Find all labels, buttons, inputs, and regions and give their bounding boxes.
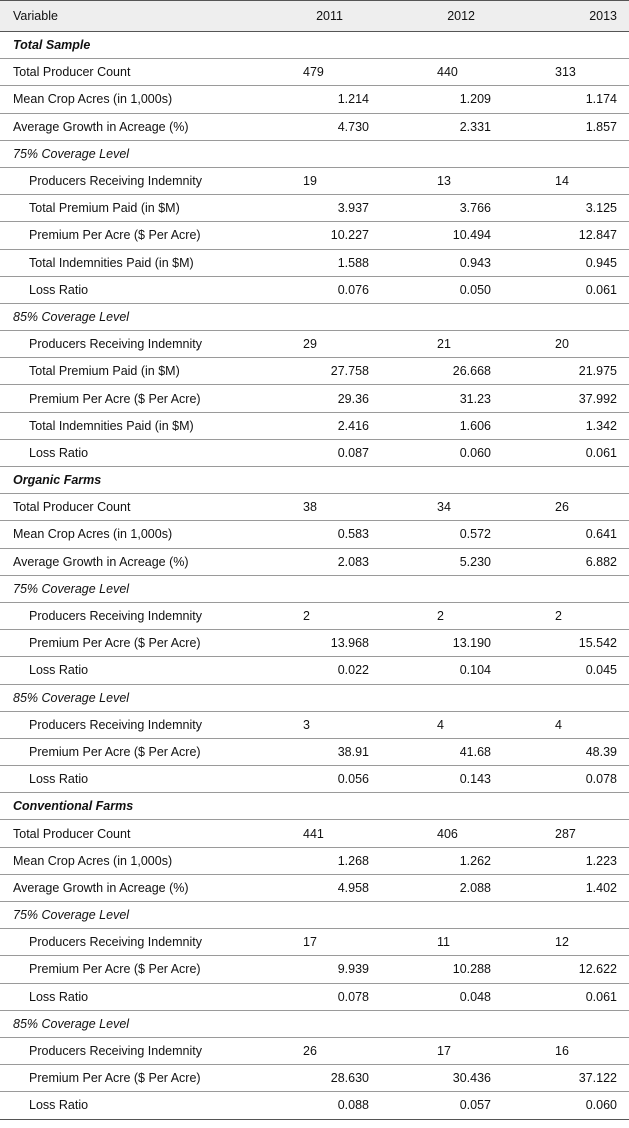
row-label: Premium Per Acre ($ Per Acre): [0, 738, 272, 765]
empty-cell: [381, 467, 503, 494]
table-cell-value: 1.174: [503, 86, 629, 113]
table-row: [0, 1092, 629, 1119]
table-cell-value: 13.968: [272, 630, 381, 657]
table-cell-value: 26.668: [381, 358, 503, 385]
row-label: Total Producer Count: [0, 820, 272, 847]
empty-cell: [503, 467, 629, 494]
header-variable: Variable: [0, 1, 272, 32]
row-label: Loss Ratio: [0, 766, 272, 793]
table-cell-value: 16: [503, 1037, 629, 1064]
table-cell-value: 6.882: [503, 548, 629, 575]
table-cell-value: 441: [272, 820, 381, 847]
table-row: [0, 1037, 629, 1064]
table-cell-value: 0.057: [381, 1092, 503, 1119]
empty-cell: [503, 902, 629, 929]
table-cell-value: 0.088: [272, 1092, 381, 1119]
row-label: Average Growth in Acreage (%): [0, 113, 272, 140]
empty-cell: [272, 575, 381, 602]
row-label: Premium Per Acre ($ Per Acre): [0, 956, 272, 983]
table-row: [0, 956, 629, 983]
row-label: Producers Receiving Indemnity: [0, 1037, 272, 1064]
header-year: 2011: [272, 1, 381, 32]
table-cell-value: 21: [381, 331, 503, 358]
table-row: [0, 847, 629, 874]
row-label: Average Growth in Acreage (%): [0, 548, 272, 575]
table-cell-value: 29: [272, 331, 381, 358]
table-cell-value: 0.076: [272, 276, 381, 303]
table-row: [0, 249, 629, 276]
table-row: [0, 630, 629, 657]
subsection-heading-row: [0, 140, 629, 167]
row-label: Total Producer Count: [0, 494, 272, 521]
section-title: Total Sample: [0, 32, 272, 59]
table-row: [0, 222, 629, 249]
row-label: Loss Ratio: [0, 439, 272, 466]
row-label: Premium Per Acre ($ Per Acre): [0, 1065, 272, 1092]
empty-cell: [272, 902, 381, 929]
table-cell-value: 12.622: [503, 956, 629, 983]
row-label: Producers Receiving Indemnity: [0, 331, 272, 358]
table-cell-value: 0.572: [381, 521, 503, 548]
table-row: [0, 276, 629, 303]
table-cell-value: 2.083: [272, 548, 381, 575]
table-cell-value: 287: [503, 820, 629, 847]
table-cell-value: 1.209: [381, 86, 503, 113]
table-cell-value: 13: [381, 167, 503, 194]
table-row: [0, 820, 629, 847]
table-cell-value: 21.975: [503, 358, 629, 385]
table-cell-value: 4.958: [272, 874, 381, 901]
table-cell-value: 313: [503, 59, 629, 86]
empty-cell: [381, 575, 503, 602]
empty-cell: [272, 32, 381, 59]
subsection-heading-row: [0, 1010, 629, 1037]
table-row: [0, 548, 629, 575]
table-cell-value: 9.939: [272, 956, 381, 983]
section-heading-row: [0, 793, 629, 820]
table-cell-value: 2: [381, 602, 503, 629]
empty-cell: [381, 793, 503, 820]
table-cell-value: 26: [272, 1037, 381, 1064]
subsection-title: 85% Coverage Level: [0, 684, 272, 711]
table-cell-value: 48.39: [503, 738, 629, 765]
empty-cell: [272, 140, 381, 167]
row-label: Loss Ratio: [0, 276, 272, 303]
table-cell-value: 41.68: [381, 738, 503, 765]
table-row: [0, 602, 629, 629]
row-label: Premium Per Acre ($ Per Acre): [0, 222, 272, 249]
table-cell-value: 3.766: [381, 195, 503, 222]
table-cell-value: 10.227: [272, 222, 381, 249]
table-row: [0, 59, 629, 86]
table-cell-value: 38.91: [272, 738, 381, 765]
empty-cell: [381, 32, 503, 59]
table-cell-value: 0.060: [381, 439, 503, 466]
table-cell-value: 28.630: [272, 1065, 381, 1092]
table-cell-value: 38: [272, 494, 381, 521]
table-row: [0, 657, 629, 684]
table-cell-value: 1.223: [503, 847, 629, 874]
subsection-heading-row: [0, 902, 629, 929]
table-cell-value: 4: [503, 711, 629, 738]
table-cell-value: 2.416: [272, 412, 381, 439]
table-cell-value: 2: [503, 602, 629, 629]
table-cell-value: 20: [503, 331, 629, 358]
table-cell-value: 406: [381, 820, 503, 847]
section-heading-row: [0, 32, 629, 59]
table-cell-value: 14: [503, 167, 629, 194]
table-cell-value: 13.190: [381, 630, 503, 657]
row-label: Total Indemnities Paid (in $M): [0, 412, 272, 439]
table-row: [0, 439, 629, 466]
row-label: Premium Per Acre ($ Per Acre): [0, 630, 272, 657]
table-cell-value: 31.23: [381, 385, 503, 412]
table-cell-value: 0.078: [503, 766, 629, 793]
table-row: [0, 983, 629, 1010]
table-row: [0, 358, 629, 385]
table-row: [0, 711, 629, 738]
table-cell-value: 0.583: [272, 521, 381, 548]
table-cell-value: 1.342: [503, 412, 629, 439]
header-year: 2013: [503, 1, 629, 32]
table-cell-value: 440: [381, 59, 503, 86]
table-cell-value: 37.122: [503, 1065, 629, 1092]
section-title: Organic Farms: [0, 467, 272, 494]
subsection-title: 75% Coverage Level: [0, 575, 272, 602]
table-row: [0, 113, 629, 140]
subsection-title: 75% Coverage Level: [0, 902, 272, 929]
table-cell-value: 34: [381, 494, 503, 521]
table-cell-value: 1.402: [503, 874, 629, 901]
table-cell-value: 37.992: [503, 385, 629, 412]
table-cell-value: 26: [503, 494, 629, 521]
empty-cell: [381, 902, 503, 929]
subsection-heading-row: [0, 303, 629, 330]
row-label: Total Producer Count: [0, 59, 272, 86]
table-row: [0, 385, 629, 412]
table-header-row: [0, 1, 629, 32]
section-heading-row: [0, 467, 629, 494]
table-row: [0, 331, 629, 358]
table-cell-value: 0.143: [381, 766, 503, 793]
empty-cell: [503, 140, 629, 167]
subsection-title: 75% Coverage Level: [0, 140, 272, 167]
table-cell-value: 0.056: [272, 766, 381, 793]
row-label: Producers Receiving Indemnity: [0, 602, 272, 629]
empty-cell: [503, 793, 629, 820]
header-year: 2012: [381, 1, 503, 32]
empty-cell: [503, 303, 629, 330]
table-row: [0, 494, 629, 521]
table-cell-value: 0.945: [503, 249, 629, 276]
empty-cell: [503, 684, 629, 711]
row-label: Mean Crop Acres (in 1,000s): [0, 847, 272, 874]
subsection-title: 85% Coverage Level: [0, 1010, 272, 1037]
table-cell-value: 4: [381, 711, 503, 738]
empty-cell: [272, 1010, 381, 1037]
row-label: Total Premium Paid (in $M): [0, 195, 272, 222]
row-label: Loss Ratio: [0, 983, 272, 1010]
table-row: [0, 521, 629, 548]
empty-cell: [272, 793, 381, 820]
row-label: Producers Receiving Indemnity: [0, 929, 272, 956]
section-title: Conventional Farms: [0, 793, 272, 820]
table-cell-value: 3.125: [503, 195, 629, 222]
table-cell-value: 3: [272, 711, 381, 738]
table-cell-value: 0.048: [381, 983, 503, 1010]
row-label: Premium Per Acre ($ Per Acre): [0, 385, 272, 412]
row-label: Producers Receiving Indemnity: [0, 711, 272, 738]
table-cell-value: 11: [381, 929, 503, 956]
table-cell-value: 0.060: [503, 1092, 629, 1119]
table-cell-value: 1.214: [272, 86, 381, 113]
table-cell-value: 0.061: [503, 983, 629, 1010]
empty-cell: [381, 684, 503, 711]
table-cell-value: 0.061: [503, 276, 629, 303]
subsection-heading-row: [0, 575, 629, 602]
table-cell-value: 0.104: [381, 657, 503, 684]
table-cell-value: 0.078: [272, 983, 381, 1010]
table-row: [0, 738, 629, 765]
table-cell-value: 0.087: [272, 439, 381, 466]
table-row: [0, 86, 629, 113]
row-label: Producers Receiving Indemnity: [0, 167, 272, 194]
empty-cell: [381, 140, 503, 167]
empty-cell: [272, 467, 381, 494]
row-label: Mean Crop Acres (in 1,000s): [0, 86, 272, 113]
table-cell-value: 2: [272, 602, 381, 629]
row-label: Total Indemnities Paid (in $M): [0, 249, 272, 276]
subsection-heading-row: [0, 684, 629, 711]
table-cell-value: 1.268: [272, 847, 381, 874]
table-cell-value: 10.288: [381, 956, 503, 983]
row-label: Loss Ratio: [0, 657, 272, 684]
table-cell-value: 4.730: [272, 113, 381, 140]
table-cell-value: 12: [503, 929, 629, 956]
table-cell-value: 0.943: [381, 249, 503, 276]
row-label: Loss Ratio: [0, 1092, 272, 1119]
empty-cell: [503, 1010, 629, 1037]
table-cell-value: 1.588: [272, 249, 381, 276]
table-cell-value: 0.061: [503, 439, 629, 466]
subsection-title: 85% Coverage Level: [0, 303, 272, 330]
table-row: [0, 766, 629, 793]
table-cell-value: 1.262: [381, 847, 503, 874]
table-cell-value: 19: [272, 167, 381, 194]
table-cell-value: 0.641: [503, 521, 629, 548]
table-row: [0, 167, 629, 194]
row-label: Total Premium Paid (in $M): [0, 358, 272, 385]
table-row: [0, 1065, 629, 1092]
table-body: [0, 32, 629, 1120]
row-label: Mean Crop Acres (in 1,000s): [0, 521, 272, 548]
table-cell-value: 5.230: [381, 548, 503, 575]
table-cell-value: 479: [272, 59, 381, 86]
table-cell-value: 29.36: [272, 385, 381, 412]
table-cell-value: 30.436: [381, 1065, 503, 1092]
table-cell-value: 27.758: [272, 358, 381, 385]
table-cell-value: 2.088: [381, 874, 503, 901]
table-row: [0, 874, 629, 901]
empty-cell: [272, 684, 381, 711]
table-cell-value: 17: [272, 929, 381, 956]
table-row: [0, 412, 629, 439]
table-cell-value: 15.542: [503, 630, 629, 657]
table-cell-value: 1.606: [381, 412, 503, 439]
table-cell-value: 3.937: [272, 195, 381, 222]
table-row: [0, 929, 629, 956]
empty-cell: [381, 303, 503, 330]
row-label: Average Growth in Acreage (%): [0, 874, 272, 901]
table-cell-value: 0.050: [381, 276, 503, 303]
table-cell-value: 10.494: [381, 222, 503, 249]
table-row: [0, 195, 629, 222]
table-cell-value: 12.847: [503, 222, 629, 249]
empty-cell: [503, 575, 629, 602]
table-cell-value: 0.022: [272, 657, 381, 684]
table-cell-value: 2.331: [381, 113, 503, 140]
table-cell-value: 0.045: [503, 657, 629, 684]
table-cell-value: 1.857: [503, 113, 629, 140]
empty-cell: [272, 303, 381, 330]
table-cell-value: 17: [381, 1037, 503, 1064]
empty-cell: [503, 32, 629, 59]
empty-cell: [381, 1010, 503, 1037]
